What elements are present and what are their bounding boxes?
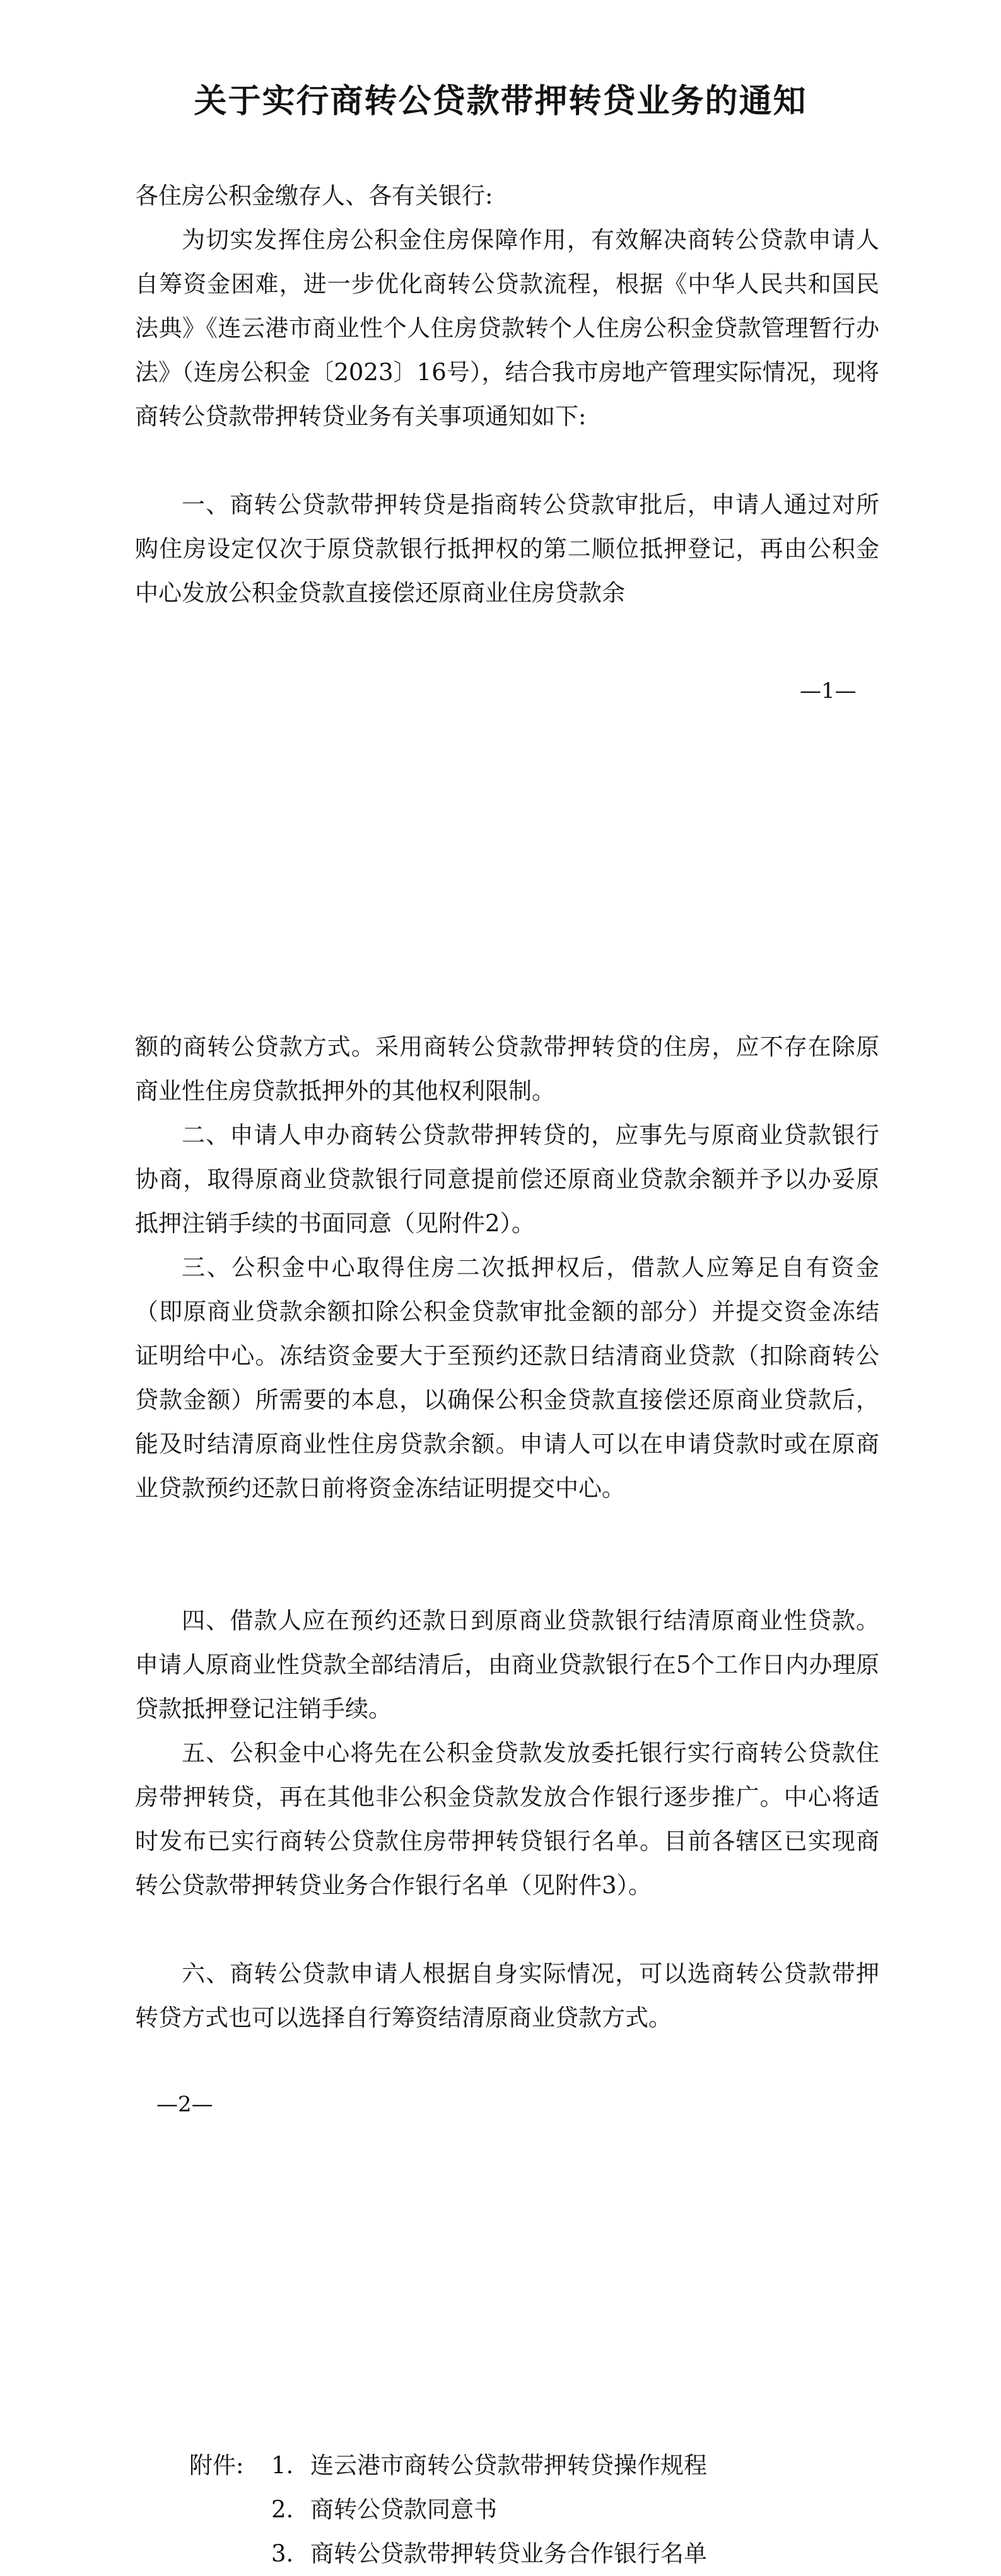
attachment-title: 商转公贷款同意书 — [310, 2496, 497, 2523]
attachment-item — [271, 2444, 707, 2488]
item-4-paragraph: 四、借款人应在预约还款日到原商业贷款银行结清原商业性贷款。申请人原商业性贷款全部结清后，由商业贷款银行在5个工作日内办理原贷款抵押登记注销手续。 — [135, 1607, 879, 1722]
intro-paragraph: 为切实发挥住房公积金住房保障作用，有效解决商转公贷款申请人自筹资金困难，进一步优化商转公贷款流程，根据《中华人民共和国民法典》《连云港市商业性个人住房贷款转个人住房公积金贷款管理暂行办法》（连房公积金〔2023〕16号），结合我市房地产管理实际情况，现将商转公贷款带押转贷业务有关事项通知如下: — [135, 226, 879, 430]
item-1-part-2: 额的商转公贷款方式。采用商转公贷款带押转贷的住房，应不存在除原商业性住房贷款抵押外的其他权利限制。 — [135, 1033, 879, 1105]
item-6-paragraph: 六、商转公贷款申请人根据自身实际情况，可以选商转公贷款带押转贷方式也可以选择自行筹资结清原商业贷款方式。 — [135, 1960, 879, 2031]
attachment-title: 商转公贷款带押转贷业务合作银行名单 — [310, 2540, 707, 2567]
attachments-label: 附件: — [189, 2452, 244, 2479]
item-2-paragraph: 二、申请人申办商转公贷款带押转贷的，应事先与原商业贷款银行协商，取得原商业贷款银行同意提前偿还原商业贷款余额并予以办妥原抵押注销手续的书面同意（见附件2）。 — [135, 1122, 879, 1237]
attachment-item — [271, 2488, 497, 2532]
page-number-2: —2— — [156, 2092, 213, 2117]
page-number-1: —1— — [800, 678, 857, 704]
attachment-item — [271, 2532, 707, 2576]
item-1-part-1: 一、商转公贷款带押转贷是指商转公贷款审批后，申请人通过对所购住房设定仅次于原贷款银行抵押权的第二顺位抵押登记，再由公积金中心发放公积金贷款直接偿还原商业住房贷款余 — [135, 491, 879, 606]
attachment-number: 3. — [271, 2540, 294, 2567]
salutation: 各住房公积金缴存人、各有关银行: — [135, 182, 493, 209]
item-5-paragraph: 五、公积金中心将先在公积金贷款发放委托银行实行商转公贷款住房带押转贷，再在其他非公积金贷款发放合作银行逐步推广。中心将适时发布已实行商转公贷款住房带押转贷银行名单。目前各辖区已实现商转公贷款带押转贷业务合作银行名单（见附件3）。 — [135, 1739, 879, 1899]
item-3-paragraph: 三、公积金中心取得住房二次抵押权后，借款人应筹足自有资金（即原商业贷款余额扣除公积金贷款审批金额的部分）并提交资金冻结证明给中心。冻结资金要大于至预约还款日结清商业贷款（扣除商转公贷款金额）所需要的本息，以确保公积金贷款直接偿还原商业贷款后，能及时结清原商业性住房贷款余额。申请人可以在申请贷款时或在原商业贷款预约还款日前将资金冻结证明提交中心。 — [135, 1254, 879, 1502]
attachment-number: 2. — [271, 2496, 294, 2523]
document-title: 关于实行商转公贷款带押转贷业务的通知 — [194, 82, 807, 120]
attachment-number: 1. — [271, 2452, 294, 2479]
attachment-title: 连云港市商转公贷款带押转贷操作规程 — [310, 2452, 707, 2479]
